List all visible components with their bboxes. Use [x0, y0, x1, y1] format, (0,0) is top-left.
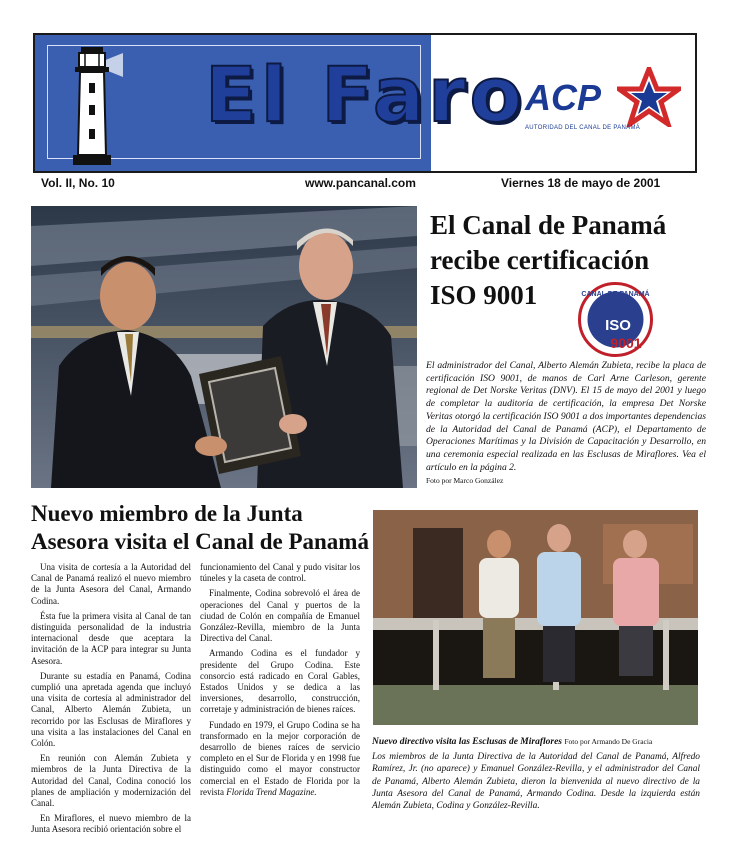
iso-seal-number-text: 9001 — [610, 335, 642, 351]
photo-caption-header — [372, 737, 702, 747]
star-icon — [617, 67, 681, 127]
volume-number: Vol. II, No. 10 — [41, 176, 115, 190]
paragraph: En reunión con Alemán Zubieta y miembros de la Junta Directiva de la Autoridad del Canal, Codina conoció los planes de ampliación y modernización del Canal. — [31, 753, 191, 809]
paragraph-text: Fundado en 1979, el Grupo Codina se ha transformado en la mejor corporación de desarrollo de bienes raíces de servicio completo en el Sur de Florida y en 1998 fue distinguido como el mayor constructor comercial en el Estado de Florida por la revista — [200, 719, 360, 797]
article-column-2 — [200, 562, 360, 802]
paragraph: Finalmente, Codina sobrevoló el área de operaciones del Canal y puertos de la ciudad de Colón en compañía de Emanuel González-Revilla, miembro de la Junta Directiva del Canal. — [200, 588, 360, 644]
miraflores-photo — [373, 510, 698, 725]
photo-credit: Foto por Armando De Gracia — [564, 737, 653, 746]
paragraph: Una visita de cortesía a la Autoridad del Canal de Panamá realizó el nuevo miembro de la Junta Asesora del Canal, Armando Codina. — [31, 562, 191, 606]
iso-seal-icon — [578, 282, 653, 357]
acp-logo-text: ACP — [525, 77, 602, 118]
paragraph: En Miraflores, el nuevo miembro de la Junta Asesora recibió orientación sobre el — [31, 813, 191, 835]
photo-caption-title: Nuevo directivo visita las Esclusas de Miraflores — [372, 737, 562, 747]
website-link[interactable]: www.pancanal.com — [305, 176, 416, 190]
lead-photo-credit: Foto por Marco González — [426, 476, 504, 485]
article-column-1 — [31, 562, 191, 840]
acp-logo — [525, 63, 675, 133]
paragraph: Armando Codina es el fundador y presidente del Grupo Codina. Este consorcio está radicado en Coral Gables, Estados Unidos y se dedica a las inversiones, desarrollo, construcción, corretaje y administración de bienes raíces. — [200, 648, 360, 715]
certification-photo — [31, 206, 417, 488]
second-headline: Nuevo miembro de la Junta Asesora visita el Canal de Panamá — [31, 501, 369, 554]
iso-seal-top-text: CANAL DE PANAMÁ — [581, 291, 650, 298]
issue-date: Viernes 18 de mayo de 2001 — [501, 176, 661, 190]
acp-logo-subtext: AUTORIDAD DEL CANAL DE PANAMÁ — [525, 125, 641, 131]
iso-seal-iso-text: ISO — [605, 317, 631, 334]
lighthouse-icon — [63, 43, 123, 169]
lead-caption: El administrador del Canal, Alberto Alemán Zubieta, recibe la placa de certificación ISO 9001, de manos de Carl Arne Carleson, gerente regional de Det Norske Veritas (DNV). El 15 de mayo del 2001 y luego de completar la auditoría de certificación, la empresa Det Norske Veritas otorgó la certificación ISO 9001 a dos importantes dependencias de la Autoridad del Canal de Panamá (ACP), el Departamento de Operaciones Marítimas y la División de Capacitación y Desarrollo, en una ceremonia especial realizada en las Esclusas de Miraflores. Vea el artículo en la página 2. — [426, 360, 706, 473]
paragraph: funcionamiento del Canal y pudo visitar los túneles y la caseta de control. — [200, 562, 360, 584]
magazine-name: Florida Trend Magazine. — [226, 786, 317, 797]
paragraph: Ésta fue la primera visita al Canal de tan distinguida personalidad de la industria internacional desde que aceptara la invitación de la ACP para integrar su Junta Asesora. — [31, 610, 191, 666]
masthead — [33, 33, 697, 173]
newspaper-title: El Faro — [205, 50, 526, 139]
issue-bar — [33, 173, 697, 193]
lead-headline: El Canal de Panamá recibe certificación ISO 9001 — [430, 210, 667, 310]
photo-caption: Los miembros de la Junta Directiva de la Autoridad del Canal de Panamá, Alfredo Ramírez, Jr. (no aparece) y Emanuel González-Revilla, y el administrador del Canal de Panamá, Alberto Alemán Zubieta, dieron la bienvenida al nuevo directivo de la Junta Asesora del Canal de Panamá, Armando Codina. Desde la izquierda están Alemán Zubieta, Codina y González-Revilla. — [372, 752, 700, 812]
paragraph — [200, 720, 360, 798]
paragraph: Durante su estadía en Panamá, Codina cumplió una apretada agenda que incluyó una visita de cortesía al administrador del Canal, Alberto Alemán Zubieta, un recorrido por las Esclusas de Miraflores y una visita a las instalaciones del Canal en Colón. — [31, 670, 191, 749]
